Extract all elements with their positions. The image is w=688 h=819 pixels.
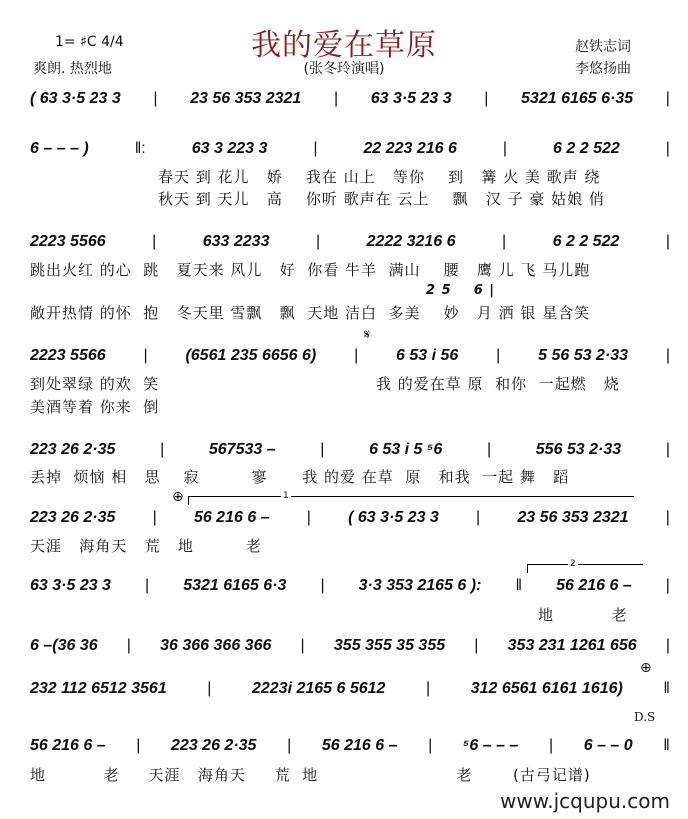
- barline: |: [320, 441, 325, 458]
- measure: 2223 5566: [30, 233, 106, 250]
- barline: |: [476, 509, 481, 526]
- barline: |: [313, 140, 318, 157]
- barline: |: [333, 90, 339, 107]
- barline: |: [665, 441, 670, 458]
- time-signature: 4/4: [101, 34, 124, 50]
- lyrics-line: 敞开热情 的怀 抱 冬天里 雪飘 飘 天地 洁白 多美 妙 月 洒 银 星含笑: [30, 304, 591, 322]
- alt-notes: 2 5 6 |: [426, 283, 496, 298]
- barline: |: [428, 737, 433, 754]
- barline: |: [126, 637, 131, 654]
- measure: 6 53 i 56: [396, 347, 459, 364]
- lyrics-line: 春天 到 花儿 娇 我在 山上 等你 到 篝 火 美 歌声 绕: [158, 168, 601, 186]
- measure: 56 216 6 –: [321, 737, 398, 754]
- measure: 63 3 223 3: [191, 140, 268, 157]
- lyrics-line: 地 老 天涯 海角天 荒 地 老 (古弓记谱): [30, 766, 591, 784]
- measure: 567533 –: [208, 441, 276, 458]
- barline: |: [496, 347, 501, 364]
- coda-sign: ⊕: [640, 660, 652, 676]
- volta-1: [188, 491, 634, 505]
- measure: ( 63 3·5 23 3: [30, 90, 121, 107]
- barline: |: [145, 577, 150, 594]
- lyrics-line: 跳出火红 的心 跳 夏天来 风儿 好 你看 牛羊 满山 腰 鹰 儿 飞 马儿跑: [30, 261, 591, 279]
- barline: |: [207, 680, 212, 697]
- measure: 3·3 353 2165 6 ):: [358, 577, 482, 594]
- measure: 353 231 1261 656: [507, 637, 637, 654]
- notation-row: [30, 509, 670, 527]
- measure: (6561 235 6656 6): [185, 347, 317, 364]
- segno-sign: 𝄋: [364, 327, 371, 343]
- barline: |: [152, 509, 157, 526]
- barline: |: [474, 637, 479, 654]
- key-signature: [55, 34, 124, 50]
- measure: 23 56 353 2321: [517, 509, 629, 526]
- measure: 355 355 35 355: [333, 637, 446, 654]
- notation-row: [30, 140, 670, 158]
- measure: 223 26 2·35: [30, 509, 116, 526]
- barline: |: [486, 441, 492, 458]
- notation-row: [30, 737, 670, 755]
- measure: 2222 3216 6: [366, 233, 456, 250]
- barline: |: [502, 140, 508, 157]
- measure: 63 3·5 23 3: [30, 577, 111, 594]
- measure: 2223i 2165 6 5612: [251, 680, 386, 697]
- barline: |: [287, 737, 292, 754]
- measure: 63 3·5 23 3: [370, 90, 452, 107]
- barline: |: [548, 737, 554, 754]
- notation-row: [30, 637, 670, 655]
- measure: 6 – – 0: [583, 737, 633, 754]
- barline: ‖: [663, 737, 670, 754]
- volta-2: [527, 559, 643, 573]
- measure: 633 2233: [202, 233, 270, 250]
- measure: 223 26 2·35: [30, 441, 116, 458]
- lyrics-line: 到处翠绿 的欢 笑: [30, 375, 160, 393]
- measure: 5 56 53 2·33: [538, 347, 628, 364]
- tempo-marking: 爽朗. 热烈地: [33, 61, 112, 77]
- measure: 2223 5566: [30, 347, 106, 364]
- barline: |: [665, 637, 670, 654]
- barline: |: [153, 90, 158, 107]
- notation-row: [30, 347, 670, 365]
- barline: |: [136, 737, 141, 754]
- measure: 6 – – – ): [30, 140, 89, 157]
- composer: 李悠扬曲: [575, 61, 631, 77]
- measure: 6 2 2 522: [552, 233, 620, 250]
- barline: ‖: [515, 577, 523, 594]
- lyrics-line: 丢掉 烦恼 相 思 寂 寥 我 的爱 在草 原 和我 一起 舞 蹈: [30, 468, 570, 486]
- measure: 56 216 6 –: [193, 509, 270, 526]
- measure: 6 53 i 5 ⁵6: [369, 441, 443, 458]
- notation-row: [30, 577, 670, 595]
- lyrics-line: 我 的爱在草 原 和你 一起燃 烧: [376, 375, 620, 393]
- barline: |: [502, 233, 507, 250]
- measure: 5321 6165 6·3: [183, 577, 287, 594]
- barline: |: [152, 233, 157, 250]
- key: 1= ♯C: [55, 34, 97, 50]
- barline: |: [665, 509, 670, 526]
- measure: 223 26 2·35: [171, 737, 257, 754]
- barline: |: [665, 90, 670, 107]
- barline: |: [665, 347, 670, 364]
- measure: 56 216 6 –: [556, 577, 632, 594]
- barline: |: [484, 90, 489, 107]
- watermark: www.jcqupu.com: [500, 789, 670, 813]
- barline: |: [315, 233, 321, 250]
- lyrics-line: 天涯 海角天 荒 地 老: [30, 537, 262, 555]
- barline: |: [665, 140, 670, 157]
- volta-number: 1: [283, 491, 289, 501]
- lyrics-line: 秋天 到 天儿 高 你听 歌声在 云上 飘 汉 子 豪 姑娘 俏: [158, 190, 605, 208]
- notation-row: [30, 680, 670, 698]
- measure: ⁵6 – – –: [462, 737, 519, 754]
- singer: (张冬玲演唱): [303, 61, 385, 77]
- lyrics-line: 地 老: [538, 606, 628, 624]
- coda-sign: ⊕: [172, 489, 184, 505]
- notation-row: [30, 233, 670, 251]
- measure: 5321 6165 6·35: [521, 90, 634, 107]
- measure: 6 –(36 36: [30, 637, 98, 654]
- song-title: 我的爱在草原: [251, 28, 437, 63]
- notation-row: [30, 441, 670, 459]
- lyricist: 赵铁志词: [575, 39, 631, 55]
- lyrics-line: 美酒等着 你来 倒: [30, 398, 160, 416]
- measure: 232 112 6512 3561: [30, 680, 167, 697]
- measure: 56 216 6 –: [30, 737, 106, 754]
- measure: 23 56 353 2321: [190, 90, 302, 107]
- barline: ‖:: [134, 140, 146, 157]
- measure: 556 53 2·33: [535, 441, 622, 458]
- barline: ‖: [663, 680, 670, 697]
- measure: 6 2 2 522: [553, 140, 620, 157]
- ds-marking: D.S: [634, 710, 656, 724]
- barline: |: [300, 637, 305, 654]
- measure: 312 6561 6161 1616): [470, 680, 623, 697]
- barline: |: [143, 347, 148, 364]
- measure: 22 223 216 6: [363, 140, 457, 157]
- measure: 36 366 366 366: [160, 637, 272, 654]
- barline: |: [354, 347, 359, 364]
- measure: ( 63 3·5 23 3: [348, 509, 439, 526]
- barline: |: [320, 577, 325, 594]
- barline: |: [426, 680, 431, 697]
- notation-row: [30, 90, 670, 108]
- volta-number: 2: [570, 559, 576, 569]
- barline: |: [665, 233, 670, 250]
- barline: |: [665, 577, 670, 594]
- barline: |: [306, 509, 311, 526]
- barline: |: [160, 441, 165, 458]
